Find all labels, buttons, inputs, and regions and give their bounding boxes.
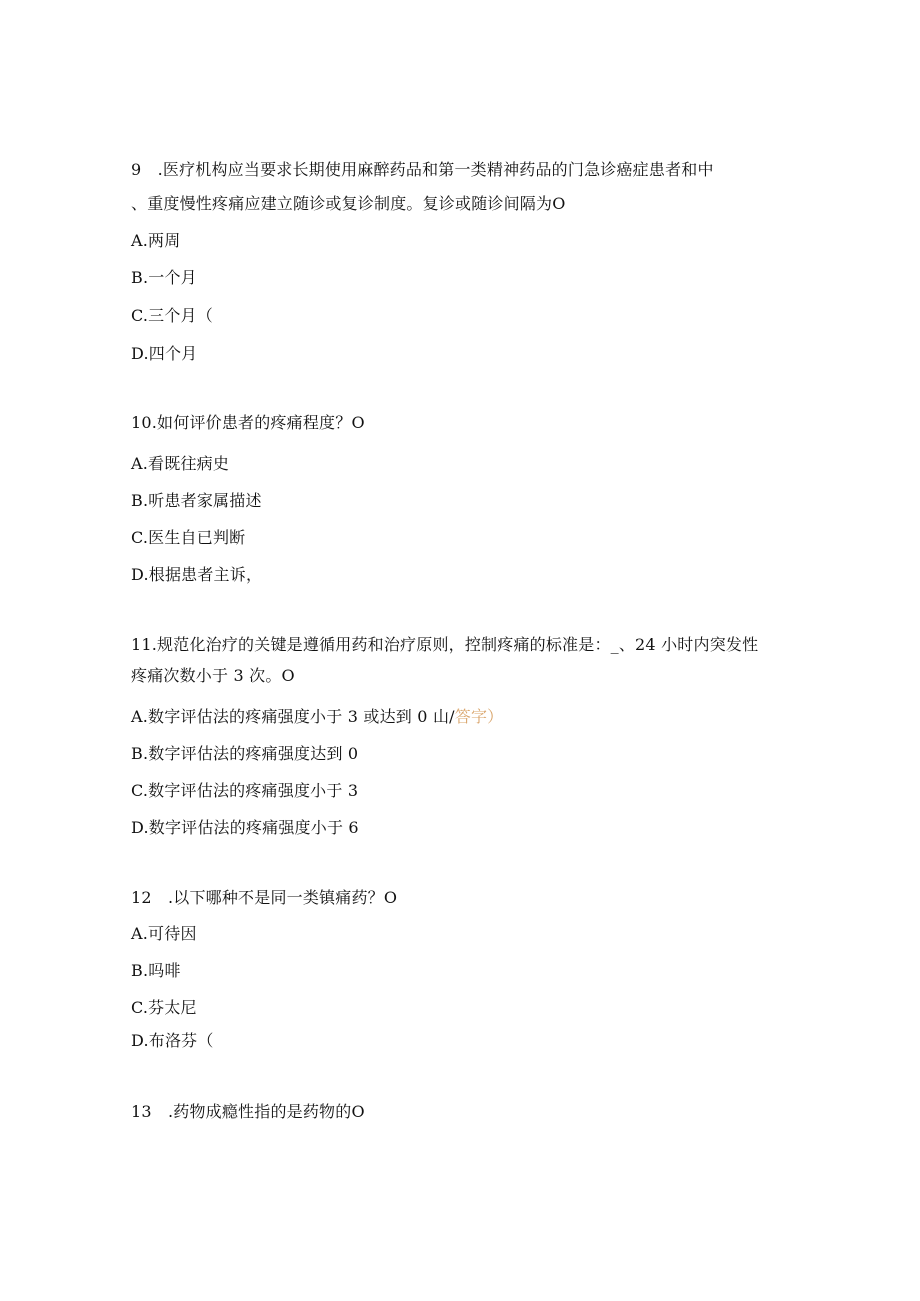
question-11-option-a: [131, 706, 503, 728]
question-11-option-b: B.数字评估法的疼痛强度达到 0: [131, 744, 359, 763]
question-9-option-c: C.三个月（: [131, 306, 213, 325]
question-12-option-d: D.布洛芬（: [131, 1031, 214, 1050]
question-12-option-b: B.吗啡: [131, 961, 181, 980]
question-10-text: 10.如何评价患者的疼痛程度？O: [131, 413, 365, 432]
question-12-option-c: C.芬太尼: [131, 998, 197, 1017]
question-11-option-a-text: A.数字评估法的疼痛强度小于 3 或达到 0 山/: [131, 707, 455, 726]
question-9-text-line-2: 、重度慢性疼痛应建立随诊或复诊制度。复诊或随诊间隔为O: [131, 194, 566, 213]
question-11-text-line-2: 疼痛次数小于 3 次。O: [131, 666, 295, 685]
question-11-text-line-1: 11.规范化治疗的关键是遵循用药和治疗原则，控制疼痛的标准是：_、24 小时内突发性: [131, 635, 759, 654]
question-13-text: 13 .药物成瘾性指的是药物的O: [131, 1102, 365, 1121]
question-9-text-line-1: 9 .医疗机构应当要求长期使用麻醉药品和第一类精神药品的门急诊癌症患者和中: [131, 160, 714, 179]
question-10-option-d: D.根据患者主诉，: [131, 565, 263, 584]
question-9-option-d: D.四个月: [131, 344, 198, 363]
question-10-option-b: B.听患者家属描述: [131, 491, 262, 510]
question-9-option-a: A.两周: [131, 231, 181, 250]
question-10-option-c: C.医生自已判断: [131, 528, 246, 547]
question-12-text: 12 .以下哪种不是同一类镇痛药？O: [131, 888, 398, 907]
question-11-option-a-annotation: 答字）: [454, 707, 504, 726]
question-11-option-d: D.数字评估法的疼痛强度小于 6: [131, 818, 359, 837]
question-11-option-c: C.数字评估法的疼痛强度小于 3: [131, 781, 359, 800]
question-10-option-a: A.看既往病史: [131, 454, 230, 473]
question-12-option-a: A.可待因: [131, 924, 197, 943]
question-9-option-b: B.一个月: [131, 268, 197, 287]
